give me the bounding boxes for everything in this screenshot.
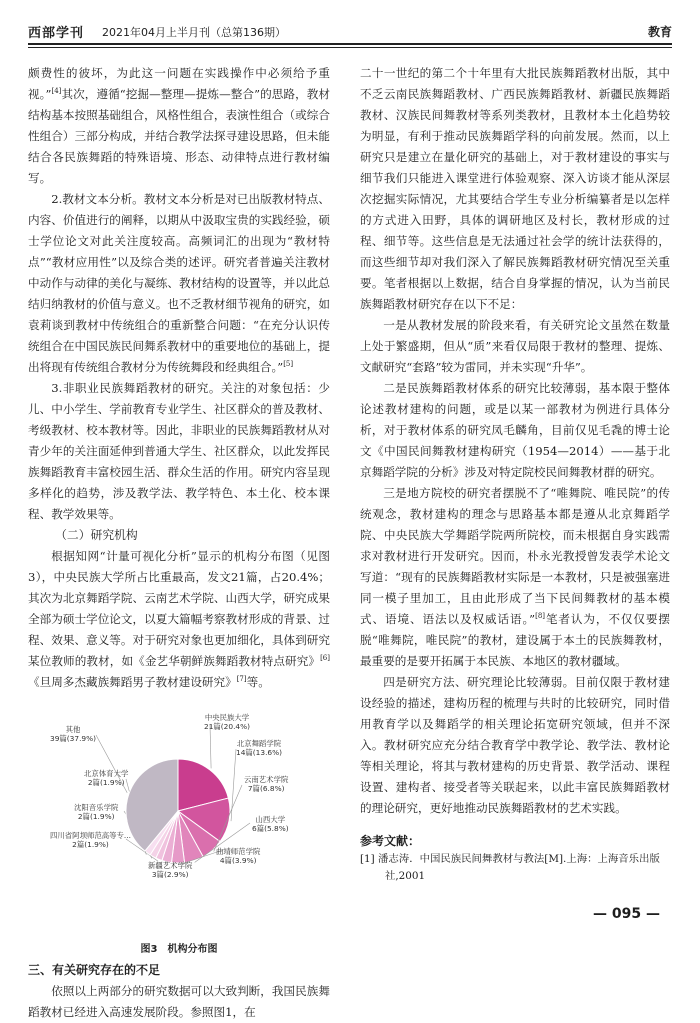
section-name: 教育 (648, 23, 672, 40)
pie-slice-label: 北京舞蹈学院 14篇(13.6%) (236, 739, 282, 757)
pie-leader-line (210, 725, 211, 768)
paragraph: 一是从教材发展的阶段来看，有关研究论文虽然在数量上处于繁盛期，但从“质”来看仅局限于教材的整理、提炼、文献研究“套路”较为雷同，并未实现“升华”。 (360, 315, 670, 378)
pie-slice-label: 新疆艺术学院 3篇(2.9%) (148, 861, 192, 879)
paragraph: 根据知网“计量可视化分析”显示的机构分布图（见图3），中央民族大学所占比重最高，发文21篇，占20.4%；其次为北京舞蹈学院、云南艺术学院、山西大学，研究成果全部为硕士学位论文，以夏大篇幅考察教材形成的背景、过程、效果、意义等。对于研究对象也更加细化，具体到研究某位教师的教材，如《金艺华朝鲜族舞蹈教材特点研究》[6]《旦周多杰藏族舞蹈男子教材建设研究》[7]等。 (28, 546, 330, 693)
references-title: 参考文献： (360, 831, 670, 851)
pie-slice-label: 中央民族大学 21篇(20.4%) (204, 713, 250, 731)
right-column (360, 63, 670, 885)
paragraph: 3.非职业民族舞蹈教材的研究。关注的对象包括：少儿、中小学生、学前教育专业学生、社区群众的普及教材、考级教材、校本教材等。因此，非职业的民族舞蹈教材从对青少年的关注面延伸到普通大学生、社区群众，以此发挥民族舞蹈教育丰富校园生活、群众生活的作用。研究内容呈现多样化的趋势，涉及教学法、教学特色、本土化、校本课程、教学效果等。 (28, 378, 330, 525)
header-rule-thin (28, 47, 672, 48)
figure-caption: 图3 机构分布图 (28, 940, 330, 955)
pie-slice-label: 四川省阿坝师范高等专... 2篇(1.9%) (50, 831, 131, 849)
page-number: — 095 — (593, 906, 660, 922)
paragraph: 2.教材文本分析。教材文本分析是对已出版教材特点、内容、价值进行的阐释，以期从中汲取宝贵的实践经验，硕士学位论文对此关注度较高。高频词汇的出现为“教材特点”“教材应用性”以及综合类的述评。研究者普遍关注教材中动作与动律的美化与凝练、教材结构的设置等，并以此总结归纳教材的价值与意义。也不乏教材细节视角的研究，如袁莉谈到教材中传统组合的重新整合问题：“在充分认识传统组合在中国民族民间舞系教材中的重要地位的基础上，提出将现有传统组合教材分为传统舞段和经典组合。”[5] (28, 189, 330, 378)
pie-slice-label: 曲靖师范学院 4篇(3.9%) (216, 847, 260, 865)
reference-item: [1] 潘志涛．中国民族民间舞教材与教法[M].上海：上海音乐出版社,2001 (360, 851, 670, 885)
pie-slice-label: 其他 39篇(37.9%) (50, 725, 96, 743)
institution-pie-chart (30, 711, 326, 935)
paragraph: 三是地方院校的研究者摆脱不了“唯舞院、唯民院”的传统观念，教材建构的理念与思路基本都是遵从北京舞蹈学院、中央民族大学舞蹈学院两所院校，而未根据自身实践需求对教材进行开发研究。因而，朴永光教授曾发表学术论文写道：“现有的民族舞蹈教材实际是一本教材，只是被强塞进同一模子里加工，且由此形成了当下民间舞教材的基本模式、语境、语法以及权威话语。”[8]笔者认为，不仅仅要摆脱“唯舞院，唯民院”的教材，建设属于本土的民族舞教材，最重要的是要开拓属于本民族、本地区的教材疆域。 (360, 483, 670, 672)
paragraph: 颇费性的彼坏，为此这一问题在实践操作中必须给予重视。”[4]其次，遵循“挖掘—整理—提炼—整合”的思路，教材结构基本按照基础组合，风格性组合，表演性组合（或综合性组合）三部分构成，并结合教学法探寻建设思路，但未能结合各民族舞蹈的特殊语境、形态、动律特点进行教材编写。 (28, 63, 330, 189)
pie-slice-label: 沈阳音乐学院 2篇(1.9%) (74, 803, 118, 821)
header-rule-thick (28, 43, 672, 45)
pie-slice-label: 山西大学 6篇(5.8%) (252, 815, 289, 833)
issue-info: 2021年04月上半月刊（总第136期） (102, 24, 286, 40)
journal-logo: 西部学刊 (28, 22, 84, 41)
paragraph: 依照以上两部分的研究数据可以大致判断，我国民族舞蹈教材已经进入高速发展阶段。参照图1，在 (28, 981, 330, 1023)
pie-leader-line (231, 749, 236, 821)
pie-slice-label: 云南艺术学院 7篇(6.8%) (244, 775, 288, 793)
left-column (28, 63, 330, 1023)
subsection-heading: （二）研究机构 (28, 525, 330, 546)
paragraph: 四是研究方法、研究理论比较薄弱。目前仅限于教材建设经验的描述，建构历程的梳理与共时的比较研究，同时借用教育学以及舞蹈学的相关理论拓宽研究领域，但并不深入。教材研究应充分结合教育学中教学论、教学法、教材论等相关理论，将其与教材建构的历史背景、教学活动、课程设置、建构者、接受者等关联起来，以此丰富民族舞蹈教材的理论研究，更好地推动民族舞蹈教材的艺术实践。 (360, 672, 670, 819)
paragraph: 二十一世纪的第二个十年里有大批民族舞蹈教材出版，其中不乏云南民族舞蹈教材、广西民族舞蹈教材、新疆民族舞蹈教材、汉族民间舞教材等系列类教材，且教材本土化趋势较为明显，有利于推动民族舞蹈学科的向前发展。然而，以上研究只是建立在量化研究的基础上，对于教材建设的事实与细节我们只能进入课堂进行体验观察、深入访谈才能从深层次挖掘实际情况，尤其要结合学生专业分析编纂者是以怎样的方式进入田野，具体的调研地区及村长，教材形成的过程、细节等。这些信息是无法通过社会学的统计法获得的，而这些细节却对我们深入了解民族舞蹈教材研究情况至关重要。笔者根据以上数据，结合自身掌握的情况，认为当前民族舞蹈教材研究存在以下不足： (360, 63, 670, 315)
paragraph: 二是民族舞蹈教材体系的研究比较薄弱，基本限于整体论述教材建构的问题，或是以某一部教材为例进行具体分析，对于教材体系的研究凤毛麟角，目前仅见毛毳的博士论文《中国民间舞教材建构研究（1954—2014）——基于北京舞蹈学院的分析》涉及对特定院校民间舞教材群的研究。 (360, 378, 670, 483)
pie-slice-label: 北京体育大学 2篇(1.9%) (84, 769, 128, 787)
section-heading: 三、有关研究存在的不足 (28, 960, 330, 981)
